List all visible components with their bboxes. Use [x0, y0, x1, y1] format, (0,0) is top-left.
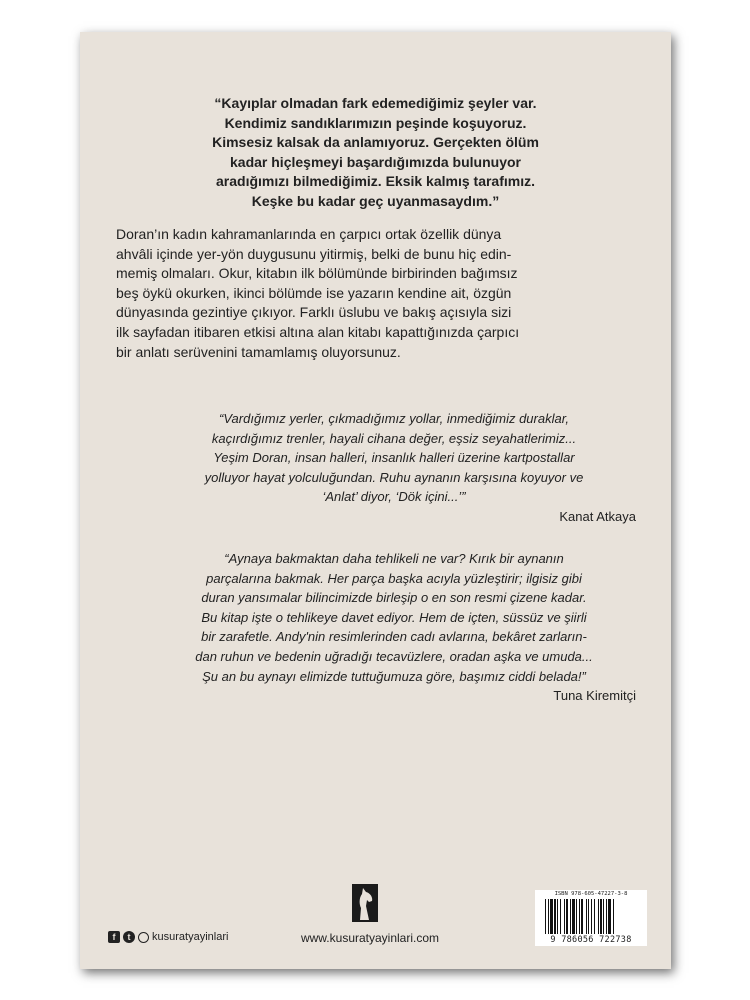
quote-author: Tuna Kiremitçi [553, 688, 636, 704]
instagram-icon[interactable] [138, 932, 149, 943]
quote-line: Şu an bu aynayı elimizde tuttuğumuza göre, başımız ciddi belada!” [202, 668, 586, 684]
blurb-line: bir anlatı serüvenini tamamlamış oluyorsunuz. [116, 343, 401, 360]
social-handle[interactable]: kusuratyayinlari [152, 931, 229, 943]
quote-line: kaçırdığımız trenler, hayali cihana değer, eşsiz seyahatlerimiz... [211, 430, 577, 446]
quote-line: yolluyor hayat yolculuğundan. Ruhu aynanın karşısına koyuyor ve [204, 469, 584, 485]
epigraph-line: kadar hiçleşmeyi başardığımızda bulunuyor [230, 153, 521, 170]
review-quote-2 [152, 549, 636, 706]
quote-author: Kanat Atkaya [559, 508, 636, 524]
quote-line: Bu kitap işte o tehlikeye davet ediyor. Hem de içten, süssüz ve şiirli [201, 609, 587, 625]
blurb-line: beş öykü okurken, ikinci bölümde ise yazarın kendine ait, özgün [116, 284, 512, 301]
review-quote-1 [152, 409, 636, 527]
epigraph-line: Kimsesiz kalsak da anlamıyoruz. Gerçekten ölüm [212, 134, 539, 150]
quote-line: parçalarına bakmak. Her parça başka acıyla yüzleştirir; ilgisiz gibi [206, 570, 582, 586]
barcode-bars [545, 899, 639, 934]
isbn-label: ISBN 978-605-47227-3-8 [554, 891, 628, 897]
blurb-line: dünyasında gezintiye çıkıyor. Farklı üslubu ve bakış açısıyla sizi [116, 304, 512, 321]
blurb-line: memiş olmaları. Okur, kitabın ilk bölümünde birbirinden bağımsız [116, 265, 518, 282]
epigraph-line: Kendimiz sandıklarımızın peşinde koşuyoruz. [224, 114, 527, 131]
book-back-cover [80, 32, 671, 969]
epigraph [120, 94, 631, 211]
epigraph-line: Keşke bu kadar geç uyanmasaydım.” [251, 192, 500, 209]
twitter-icon[interactable]: t [123, 931, 135, 943]
blurb-line: Doran’ın kadın kahramanlarında en çarpıcı ortak özellik dünya [116, 226, 502, 242]
barcode-number: 9 786056 722738 [550, 935, 632, 945]
epigraph-line: “Kayıplar olmadan fark edemediğimiz şeyler var. [214, 95, 537, 111]
blurb-line: ilk sayfadan itibaren etkisi altına alan kitabı kapattığınızda çarpıcı [116, 323, 520, 340]
quote-line: “Vardığımız yerler, çıkmadığımız yollar, inmediğimiz duraklar, [219, 411, 569, 426]
quote-line: Yeşim Doran, insan halleri, insanlık halleri üzerine kartpostallar [213, 450, 575, 466]
website-link[interactable]: www.kusuratyayinlari.com [300, 931, 440, 945]
blurb-line: ahvâli içinde yer-yön duygusunu yitirmiş, belki de bunu hiç edin- [116, 245, 512, 262]
quote-line: bir zarafetle. Andy'nin resimlerinden cadı avlarına, bekâret zarların- [201, 629, 587, 645]
quote-line: ‘Anlat’ diyor, ‘Dök içini...’” [322, 489, 466, 505]
horse-logo-icon [352, 884, 378, 922]
blurb [116, 225, 636, 362]
quote-line: dan ruhun ve bedenin uğradığı tecavüzlere, oradan aşka ve umuda... [195, 648, 593, 664]
epigraph-line: aradığımızı bilmediğimiz. Eksik kalmış tarafımız. [216, 173, 535, 189]
quote-line: “Aynaya bakmaktan daha tehlikeli ne var? Kırık bir aynanın [224, 551, 564, 566]
social-links [108, 931, 228, 943]
facebook-icon[interactable]: f [108, 931, 120, 943]
isbn-barcode [535, 890, 647, 946]
quote-line: duran yansımalar bilincimizde birleşip o en son resmi çizene kadar. [201, 590, 587, 606]
